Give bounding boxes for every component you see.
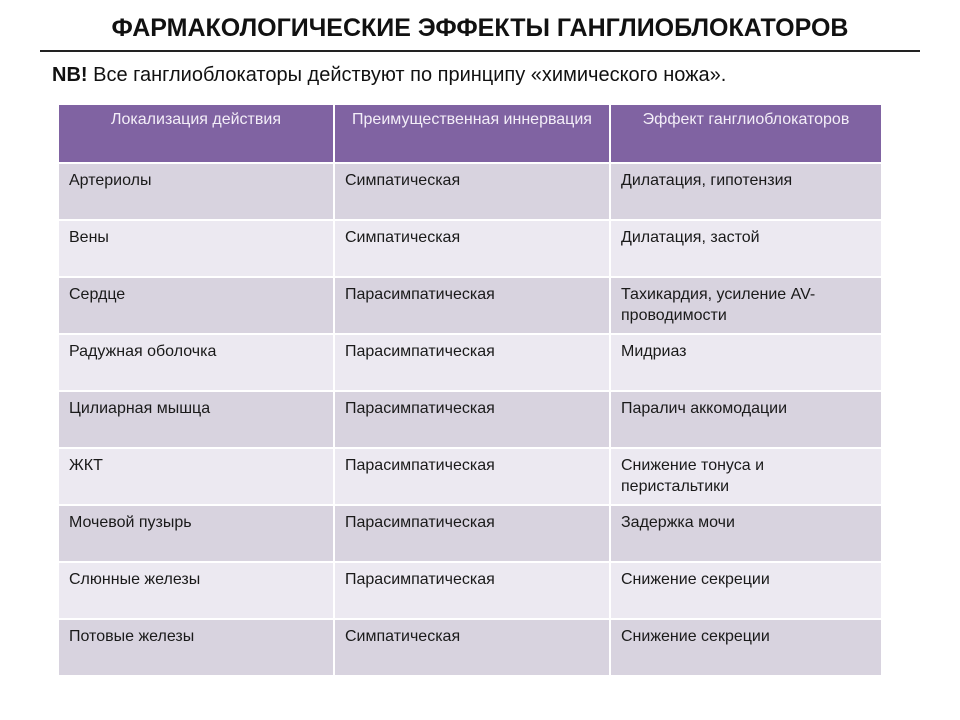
cell-innervation: Парасимпатическая [334,448,610,505]
cell-localization: Цилиарная мышца [58,391,334,448]
cell-localization: Потовые железы [58,619,334,676]
cell-localization: Сердце [58,277,334,334]
table-row [58,562,882,619]
header-localization: Локализация действия [58,104,334,163]
cell-effect: Тахикардия, усиление AV-проводимости [610,277,882,334]
header-innervation: Преимущественная иннервация [334,104,610,163]
table-row [58,334,882,391]
cell-localization: ЖКТ [58,448,334,505]
cell-innervation: Симпатическая [334,619,610,676]
cell-innervation: Парасимпатическая [334,334,610,391]
cell-effect: Снижение секреции [610,562,882,619]
cell-effect: Мидриаз [610,334,882,391]
table-row [58,220,882,277]
cell-innervation: Парасимпатическая [334,562,610,619]
table-row [58,391,882,448]
nb-text: Все ганглиоблокаторы действуют по принципу «химического ножа». [87,64,727,86]
table-row [58,619,882,676]
nb-label: NB! [52,64,88,86]
cell-effect: Дилатация, застой [610,220,882,277]
cell-effect: Снижение тонуса и перистальтики [610,448,882,505]
cell-innervation: Симпатическая [334,220,610,277]
cell-effect: Дилатация, гипотензия [610,163,882,220]
slide-title: ФАРМАКОЛОГИЧЕСКИЕ ЭФФЕКТЫ ГАНГЛИОБЛОКАТОРОВ [111,14,849,42]
cell-effect: Задержка мочи [610,505,882,562]
table-row [58,448,882,505]
effects-table [57,103,883,677]
table-row [58,277,882,334]
cell-innervation: Парасимпатическая [334,505,610,562]
cell-innervation: Парасимпатическая [334,277,610,334]
cell-innervation: Симпатическая [334,163,610,220]
cell-effect: Снижение секреции [610,619,882,676]
cell-localization: Артериолы [58,163,334,220]
cell-effect: Паралич аккомодации [610,391,882,448]
nb-note [52,64,726,87]
cell-localization: Слюнные железы [58,562,334,619]
table-header-row [58,104,882,163]
title-underline [40,50,920,52]
table-row [58,505,882,562]
cell-localization: Вены [58,220,334,277]
table-row [58,163,882,220]
cell-localization: Мочевой пузырь [58,505,334,562]
cell-localization: Радужная оболочка [58,334,334,391]
cell-innervation: Парасимпатическая [334,391,610,448]
header-effect: Эффект ганглиоблокаторов [610,104,882,163]
